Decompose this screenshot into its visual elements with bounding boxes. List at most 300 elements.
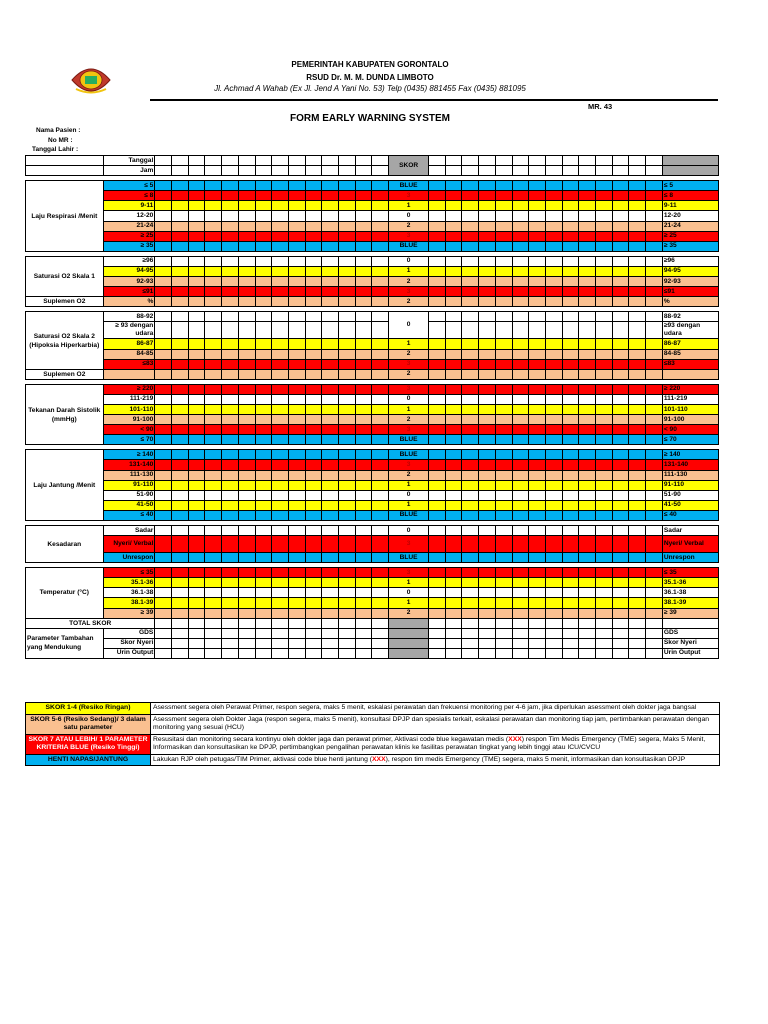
entry-cell[interactable] xyxy=(495,588,512,598)
entry-cell[interactable] xyxy=(462,588,479,598)
entry-cell[interactable] xyxy=(646,450,663,460)
entry-cell[interactable] xyxy=(305,588,322,598)
entry-cell[interactable] xyxy=(512,201,529,211)
entry-cell[interactable] xyxy=(288,297,305,307)
entry-cell[interactable] xyxy=(305,181,322,191)
entry-cell[interactable] xyxy=(445,287,462,297)
entry-cell[interactable] xyxy=(155,404,172,414)
entry-cell[interactable] xyxy=(596,287,613,297)
entry-cell[interactable] xyxy=(172,312,189,322)
entry-cell[interactable] xyxy=(238,221,255,231)
entry-cell[interactable] xyxy=(188,266,205,276)
entry-cell[interactable] xyxy=(612,568,629,578)
entry-cell[interactable] xyxy=(272,500,289,510)
entry-cell[interactable] xyxy=(612,404,629,414)
entry-cell[interactable] xyxy=(355,404,372,414)
entry-cell[interactable] xyxy=(612,156,629,166)
entry-cell[interactable] xyxy=(545,450,562,460)
entry-cell[interactable] xyxy=(205,608,222,618)
entry-cell[interactable] xyxy=(579,435,596,445)
entry-cell[interactable] xyxy=(612,322,629,339)
entry-cell[interactable] xyxy=(155,608,172,618)
entry-cell[interactable] xyxy=(462,181,479,191)
entry-cell[interactable] xyxy=(479,510,496,520)
entry-cell[interactable] xyxy=(355,322,372,339)
entry-cell[interactable] xyxy=(462,460,479,470)
entry-cell[interactable] xyxy=(272,490,289,500)
entry-cell[interactable] xyxy=(462,369,479,379)
entry-cell[interactable] xyxy=(579,450,596,460)
entry-cell[interactable] xyxy=(646,553,663,563)
entry-cell[interactable] xyxy=(512,425,529,435)
entry-cell[interactable] xyxy=(495,339,512,349)
entry-cell[interactable] xyxy=(155,384,172,394)
entry-cell[interactable] xyxy=(355,608,372,618)
entry-cell[interactable] xyxy=(562,526,579,536)
entry-cell[interactable] xyxy=(255,588,272,598)
entry-cell[interactable] xyxy=(255,201,272,211)
entry-cell[interactable] xyxy=(562,553,579,563)
entry-cell[interactable] xyxy=(479,256,496,266)
entry-cell[interactable] xyxy=(238,404,255,414)
entry-cell[interactable] xyxy=(445,510,462,520)
entry-cell[interactable] xyxy=(205,450,222,460)
entry-cell[interactable] xyxy=(512,404,529,414)
entry-cell[interactable] xyxy=(255,526,272,536)
entry-cell[interactable] xyxy=(512,211,529,221)
entry-cell[interactable] xyxy=(322,221,339,231)
entry-cell[interactable] xyxy=(339,510,356,520)
entry-cell[interactable] xyxy=(529,384,546,394)
entry-cell[interactable] xyxy=(612,384,629,394)
entry-cell[interactable] xyxy=(629,384,646,394)
entry-cell[interactable] xyxy=(495,312,512,322)
entry-cell[interactable] xyxy=(596,460,613,470)
entry-cell[interactable] xyxy=(255,394,272,404)
entry-cell[interactable] xyxy=(596,339,613,349)
entry-cell[interactable] xyxy=(596,415,613,425)
entry-cell[interactable] xyxy=(172,553,189,563)
entry-cell[interactable] xyxy=(529,628,546,638)
entry-cell[interactable] xyxy=(222,648,239,658)
entry-cell[interactable] xyxy=(155,460,172,470)
entry-cell[interactable] xyxy=(372,500,389,510)
entry-cell[interactable] xyxy=(512,312,529,322)
entry-cell[interactable] xyxy=(596,510,613,520)
entry-cell[interactable] xyxy=(288,608,305,618)
entry-cell[interactable] xyxy=(288,568,305,578)
entry-cell[interactable] xyxy=(512,648,529,658)
entry-cell[interactable] xyxy=(596,450,613,460)
entry-cell[interactable] xyxy=(479,578,496,588)
entry-cell[interactable] xyxy=(529,510,546,520)
entry-cell[interactable] xyxy=(462,156,479,166)
entry-cell[interactable] xyxy=(205,536,222,553)
entry-cell[interactable] xyxy=(322,191,339,201)
entry-cell[interactable] xyxy=(155,181,172,191)
entry-cell[interactable] xyxy=(579,470,596,480)
entry-cell[interactable] xyxy=(529,211,546,221)
entry-cell[interactable] xyxy=(339,241,356,251)
entry-cell[interactable] xyxy=(562,156,579,166)
entry-cell[interactable] xyxy=(429,578,446,588)
entry-cell[interactable] xyxy=(288,384,305,394)
entry-cell[interactable] xyxy=(372,618,389,628)
entry-cell[interactable] xyxy=(272,460,289,470)
entry-cell[interactable] xyxy=(529,470,546,480)
entry-cell[interactable] xyxy=(445,470,462,480)
entry-cell[interactable] xyxy=(612,369,629,379)
entry-cell[interactable] xyxy=(646,490,663,500)
entry-cell[interactable] xyxy=(495,490,512,500)
entry-cell[interactable] xyxy=(545,287,562,297)
entry-cell[interactable] xyxy=(355,349,372,359)
entry-cell[interactable] xyxy=(305,415,322,425)
entry-cell[interactable] xyxy=(495,322,512,339)
entry-cell[interactable] xyxy=(238,384,255,394)
entry-cell[interactable] xyxy=(462,553,479,563)
entry-cell[interactable] xyxy=(429,500,446,510)
entry-cell[interactable] xyxy=(479,618,496,628)
entry-cell[interactable] xyxy=(172,588,189,598)
entry-cell[interactable] xyxy=(479,221,496,231)
entry-cell[interactable] xyxy=(512,241,529,251)
entry-cell[interactable] xyxy=(222,553,239,563)
entry-cell[interactable] xyxy=(288,638,305,648)
entry-cell[interactable] xyxy=(445,425,462,435)
entry-cell[interactable] xyxy=(445,211,462,221)
entry-cell[interactable] xyxy=(429,181,446,191)
entry-cell[interactable] xyxy=(355,277,372,287)
entry-cell[interactable] xyxy=(429,404,446,414)
entry-cell[interactable] xyxy=(372,287,389,297)
entry-cell[interactable] xyxy=(445,156,462,166)
entry-cell[interactable] xyxy=(512,618,529,628)
entry-cell[interactable] xyxy=(339,648,356,658)
entry-cell[interactable] xyxy=(562,638,579,648)
entry-cell[interactable] xyxy=(255,598,272,608)
entry-cell[interactable] xyxy=(479,415,496,425)
entry-cell[interactable] xyxy=(322,277,339,287)
entry-cell[interactable] xyxy=(355,191,372,201)
entry-cell[interactable] xyxy=(322,470,339,480)
entry-cell[interactable] xyxy=(155,526,172,536)
entry-cell[interactable] xyxy=(339,460,356,470)
entry-cell[interactable] xyxy=(272,277,289,287)
entry-cell[interactable] xyxy=(172,322,189,339)
entry-cell[interactable] xyxy=(238,191,255,201)
entry-cell[interactable] xyxy=(372,536,389,553)
entry-cell[interactable] xyxy=(545,312,562,322)
entry-cell[interactable] xyxy=(339,598,356,608)
entry-cell[interactable] xyxy=(429,359,446,369)
entry-cell[interactable] xyxy=(429,425,446,435)
entry-cell[interactable] xyxy=(305,231,322,241)
entry-cell[interactable] xyxy=(172,339,189,349)
entry-cell[interactable] xyxy=(495,500,512,510)
entry-cell[interactable] xyxy=(445,435,462,445)
entry-cell[interactable] xyxy=(238,211,255,221)
entry-cell[interactable] xyxy=(305,322,322,339)
entry-cell[interactable] xyxy=(205,201,222,211)
entry-cell[interactable] xyxy=(305,628,322,638)
entry-cell[interactable] xyxy=(272,394,289,404)
entry-cell[interactable] xyxy=(579,425,596,435)
entry-cell[interactable] xyxy=(529,480,546,490)
entry-cell[interactable] xyxy=(238,156,255,166)
entry-cell[interactable] xyxy=(188,638,205,648)
entry-cell[interactable] xyxy=(238,470,255,480)
entry-cell[interactable] xyxy=(255,628,272,638)
entry-cell[interactable] xyxy=(205,221,222,231)
entry-cell[interactable] xyxy=(238,460,255,470)
entry-cell[interactable] xyxy=(512,638,529,648)
entry-cell[interactable] xyxy=(205,156,222,166)
entry-cell[interactable] xyxy=(188,287,205,297)
entry-cell[interactable] xyxy=(322,359,339,369)
entry-cell[interactable] xyxy=(339,231,356,241)
entry-cell[interactable] xyxy=(462,648,479,658)
entry-cell[interactable] xyxy=(445,536,462,553)
entry-cell[interactable] xyxy=(495,526,512,536)
entry-cell[interactable] xyxy=(495,460,512,470)
entry-cell[interactable] xyxy=(529,415,546,425)
entry-cell[interactable] xyxy=(545,191,562,201)
entry-cell[interactable] xyxy=(222,369,239,379)
entry-cell[interactable] xyxy=(222,339,239,349)
entry-cell[interactable] xyxy=(629,256,646,266)
entry-cell[interactable] xyxy=(562,287,579,297)
entry-cell[interactable] xyxy=(288,339,305,349)
entry-cell[interactable] xyxy=(255,500,272,510)
entry-cell[interactable] xyxy=(339,425,356,435)
entry-cell[interactable] xyxy=(646,231,663,241)
entry-cell[interactable] xyxy=(579,297,596,307)
entry-cell[interactable] xyxy=(479,191,496,201)
entry-cell[interactable] xyxy=(255,231,272,241)
entry-cell[interactable] xyxy=(372,339,389,349)
entry-cell[interactable] xyxy=(646,394,663,404)
entry-cell[interactable] xyxy=(529,266,546,276)
entry-cell[interactable] xyxy=(272,349,289,359)
entry-cell[interactable] xyxy=(188,191,205,201)
entry-cell[interactable] xyxy=(445,628,462,638)
entry-cell[interactable] xyxy=(445,500,462,510)
entry-cell[interactable] xyxy=(339,359,356,369)
entry-cell[interactable] xyxy=(222,526,239,536)
entry-cell[interactable] xyxy=(562,470,579,480)
entry-cell[interactable] xyxy=(596,277,613,287)
entry-cell[interactable] xyxy=(238,628,255,638)
entry-cell[interactable] xyxy=(205,490,222,500)
entry-cell[interactable] xyxy=(255,221,272,231)
entry-cell[interactable] xyxy=(429,277,446,287)
entry-cell[interactable] xyxy=(462,480,479,490)
entry-cell[interactable] xyxy=(529,638,546,648)
entry-cell[interactable] xyxy=(238,536,255,553)
entry-cell[interactable] xyxy=(288,359,305,369)
entry-cell[interactable] xyxy=(355,266,372,276)
entry-cell[interactable] xyxy=(646,460,663,470)
entry-cell[interactable] xyxy=(562,618,579,628)
entry-cell[interactable] xyxy=(222,425,239,435)
entry-cell[interactable] xyxy=(172,211,189,221)
entry-cell[interactable] xyxy=(372,588,389,598)
entry-cell[interactable] xyxy=(596,359,613,369)
entry-cell[interactable] xyxy=(222,568,239,578)
entry-cell[interactable] xyxy=(272,638,289,648)
entry-cell[interactable] xyxy=(238,553,255,563)
entry-cell[interactable] xyxy=(596,490,613,500)
entry-cell[interactable] xyxy=(305,349,322,359)
entry-cell[interactable] xyxy=(545,349,562,359)
entry-cell[interactable] xyxy=(429,369,446,379)
entry-cell[interactable] xyxy=(255,256,272,266)
entry-cell[interactable] xyxy=(562,460,579,470)
entry-cell[interactable] xyxy=(579,536,596,553)
entry-cell[interactable] xyxy=(629,536,646,553)
entry-cell[interactable] xyxy=(155,510,172,520)
entry-cell[interactable] xyxy=(596,394,613,404)
entry-cell[interactable] xyxy=(255,536,272,553)
entry-cell[interactable] xyxy=(172,470,189,480)
entry-cell[interactable] xyxy=(479,598,496,608)
entry-cell[interactable] xyxy=(596,638,613,648)
entry-cell[interactable] xyxy=(612,256,629,266)
entry-cell[interactable] xyxy=(355,312,372,322)
entry-cell[interactable] xyxy=(596,312,613,322)
entry-cell[interactable] xyxy=(495,369,512,379)
entry-cell[interactable] xyxy=(339,568,356,578)
entry-cell[interactable] xyxy=(255,490,272,500)
entry-cell[interactable] xyxy=(612,339,629,349)
entry-cell[interactable] xyxy=(479,394,496,404)
entry-cell[interactable] xyxy=(512,394,529,404)
entry-cell[interactable] xyxy=(629,297,646,307)
entry-cell[interactable] xyxy=(172,608,189,618)
entry-cell[interactable] xyxy=(512,568,529,578)
entry-cell[interactable] xyxy=(545,425,562,435)
entry-cell[interactable] xyxy=(288,598,305,608)
entry-cell[interactable] xyxy=(305,266,322,276)
entry-cell[interactable] xyxy=(629,450,646,460)
entry-cell[interactable] xyxy=(255,648,272,658)
entry-cell[interactable] xyxy=(288,369,305,379)
entry-cell[interactable] xyxy=(445,598,462,608)
entry-cell[interactable] xyxy=(339,470,356,480)
entry-cell[interactable] xyxy=(372,166,389,176)
entry-cell[interactable] xyxy=(445,369,462,379)
entry-cell[interactable] xyxy=(188,256,205,266)
entry-cell[interactable] xyxy=(355,578,372,588)
entry-cell[interactable] xyxy=(429,526,446,536)
entry-cell[interactable] xyxy=(596,256,613,266)
entry-cell[interactable] xyxy=(529,369,546,379)
entry-cell[interactable] xyxy=(238,480,255,490)
entry-cell[interactable] xyxy=(445,394,462,404)
entry-cell[interactable] xyxy=(305,369,322,379)
entry-cell[interactable] xyxy=(512,510,529,520)
entry-cell[interactable] xyxy=(429,553,446,563)
entry-cell[interactable] xyxy=(222,221,239,231)
entry-cell[interactable] xyxy=(462,312,479,322)
entry-cell[interactable] xyxy=(445,526,462,536)
entry-cell[interactable] xyxy=(529,339,546,349)
entry-cell[interactable] xyxy=(429,460,446,470)
entry-cell[interactable] xyxy=(596,201,613,211)
entry-cell[interactable] xyxy=(545,241,562,251)
entry-cell[interactable] xyxy=(612,211,629,221)
entry-cell[interactable] xyxy=(579,415,596,425)
entry-cell[interactable] xyxy=(238,415,255,425)
entry-cell[interactable] xyxy=(355,568,372,578)
entry-cell[interactable] xyxy=(172,241,189,251)
entry-cell[interactable] xyxy=(172,598,189,608)
entry-cell[interactable] xyxy=(545,588,562,598)
entry-cell[interactable] xyxy=(238,312,255,322)
entry-cell[interactable] xyxy=(355,231,372,241)
entry-cell[interactable] xyxy=(172,425,189,435)
entry-cell[interactable] xyxy=(272,568,289,578)
entry-cell[interactable] xyxy=(255,156,272,166)
entry-cell[interactable] xyxy=(512,277,529,287)
entry-cell[interactable] xyxy=(272,369,289,379)
entry-cell[interactable] xyxy=(495,277,512,287)
entry-cell[interactable] xyxy=(596,322,613,339)
entry-cell[interactable] xyxy=(562,568,579,578)
entry-cell[interactable] xyxy=(339,201,356,211)
entry-cell[interactable] xyxy=(372,312,389,322)
entry-cell[interactable] xyxy=(579,490,596,500)
entry-cell[interactable] xyxy=(579,568,596,578)
entry-cell[interactable] xyxy=(272,201,289,211)
entry-cell[interactable] xyxy=(429,638,446,648)
entry-cell[interactable] xyxy=(545,480,562,490)
entry-cell[interactable] xyxy=(155,435,172,445)
entry-cell[interactable] xyxy=(512,384,529,394)
entry-cell[interactable] xyxy=(155,221,172,231)
entry-cell[interactable] xyxy=(188,480,205,490)
entry-cell[interactable] xyxy=(612,598,629,608)
entry-cell[interactable] xyxy=(222,191,239,201)
entry-cell[interactable] xyxy=(155,628,172,638)
entry-cell[interactable] xyxy=(545,256,562,266)
entry-cell[interactable] xyxy=(579,181,596,191)
entry-cell[interactable] xyxy=(629,312,646,322)
entry-cell[interactable] xyxy=(205,460,222,470)
entry-cell[interactable] xyxy=(305,450,322,460)
entry-cell[interactable] xyxy=(155,359,172,369)
entry-cell[interactable] xyxy=(255,359,272,369)
entry-cell[interactable] xyxy=(495,201,512,211)
entry-cell[interactable] xyxy=(596,369,613,379)
entry-cell[interactable] xyxy=(545,369,562,379)
entry-cell[interactable] xyxy=(155,231,172,241)
entry-cell[interactable] xyxy=(646,648,663,658)
entry-cell[interactable] xyxy=(462,500,479,510)
entry-cell[interactable] xyxy=(222,490,239,500)
entry-cell[interactable] xyxy=(579,241,596,251)
entry-cell[interactable] xyxy=(339,628,356,638)
entry-cell[interactable] xyxy=(305,435,322,445)
entry-cell[interactable] xyxy=(612,166,629,176)
entry-cell[interactable] xyxy=(322,500,339,510)
entry-cell[interactable] xyxy=(529,221,546,231)
entry-cell[interactable] xyxy=(272,384,289,394)
entry-cell[interactable] xyxy=(172,526,189,536)
entry-cell[interactable] xyxy=(429,470,446,480)
entry-cell[interactable] xyxy=(155,369,172,379)
